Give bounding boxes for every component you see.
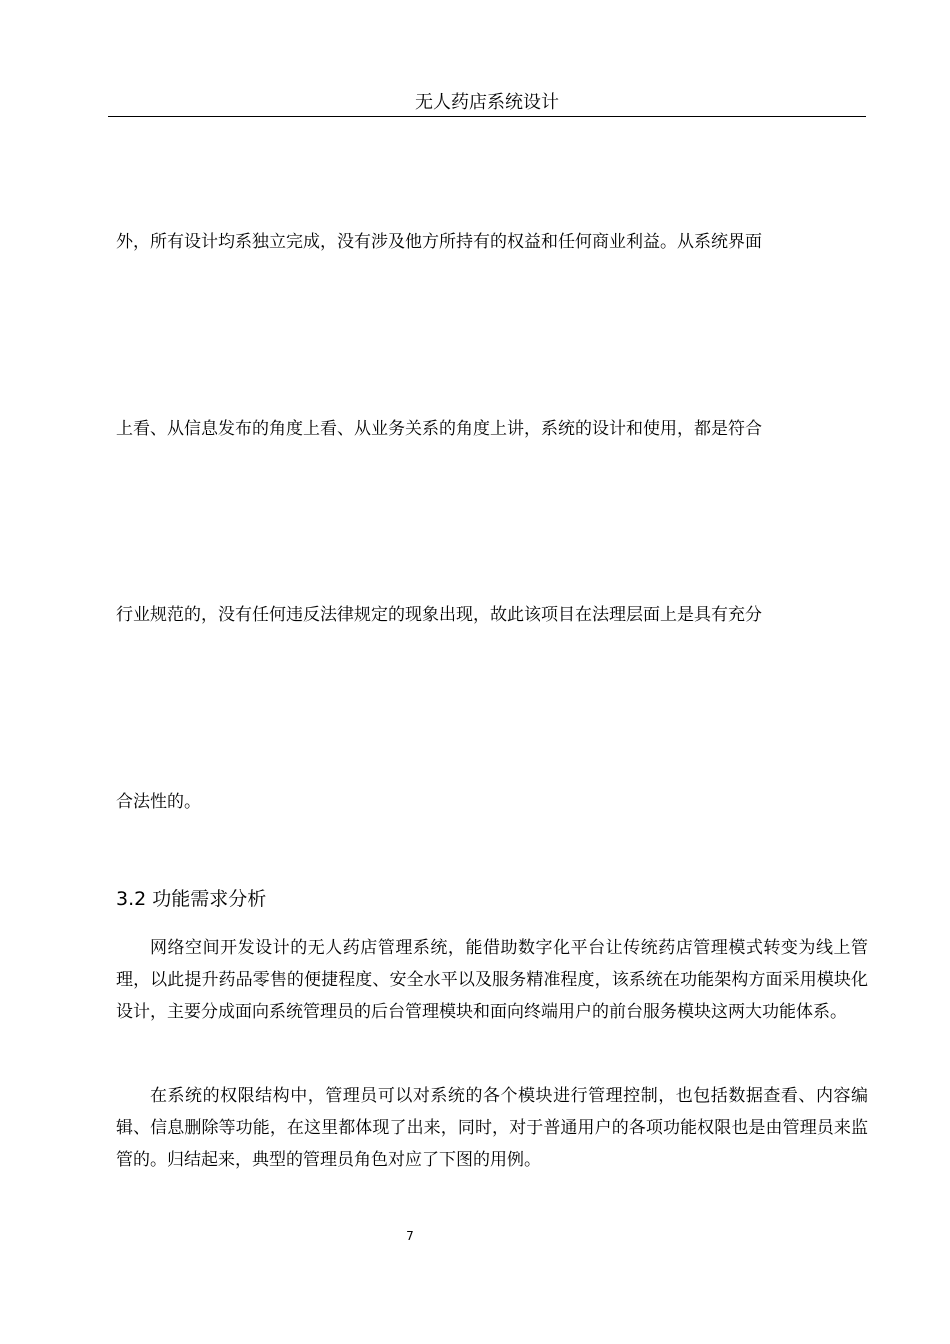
body-line-3: 行业规范的，没有任何违反法律规定的现象出现，故此该项目在法理层面上是具有充分 [116, 605, 762, 625]
header-divider [108, 116, 866, 117]
body-line-1: 外，所有设计均系独立完成，没有涉及他方所持有的权益和任何商业利益。从系统界面 [116, 232, 762, 252]
body-line-2: 上看、从信息发布的角度上看、从业务关系的角度上讲，系统的设计和使用，都是符合 [116, 419, 762, 439]
paragraph-1: 网络空间开发设计的无人药店管理系统，能借助数字化平台让传统药店管理模式转变为线上管理，以此提升药品零售的便捷程度、安全水平以及服务精准程度，该系统在功能架构方面采用模块化设计，主要分成面向系统管理员的后台管理模块和面向终端用户的前台服务模块这两大功能体系。 [116, 938, 868, 1022]
paragraph-2: 在系统的权限结构中，管理员可以对系统的各个模块进行管理控制，也包括数据查看、内容编辑、信息删除等功能，在这里都体现了出来，同时，对于普通用户的各项功能权限也是由管理员来监管的。归结起来，典型的管理员角色对应了下图的用例。 [116, 1086, 868, 1170]
page-header-title: 无人药店系统设计 [415, 92, 559, 113]
body-line-4: 合法性的。 [116, 792, 201, 812]
page-number: 7 [406, 1229, 414, 1243]
section-heading: 3.2 功能需求分析 [116, 888, 267, 910]
